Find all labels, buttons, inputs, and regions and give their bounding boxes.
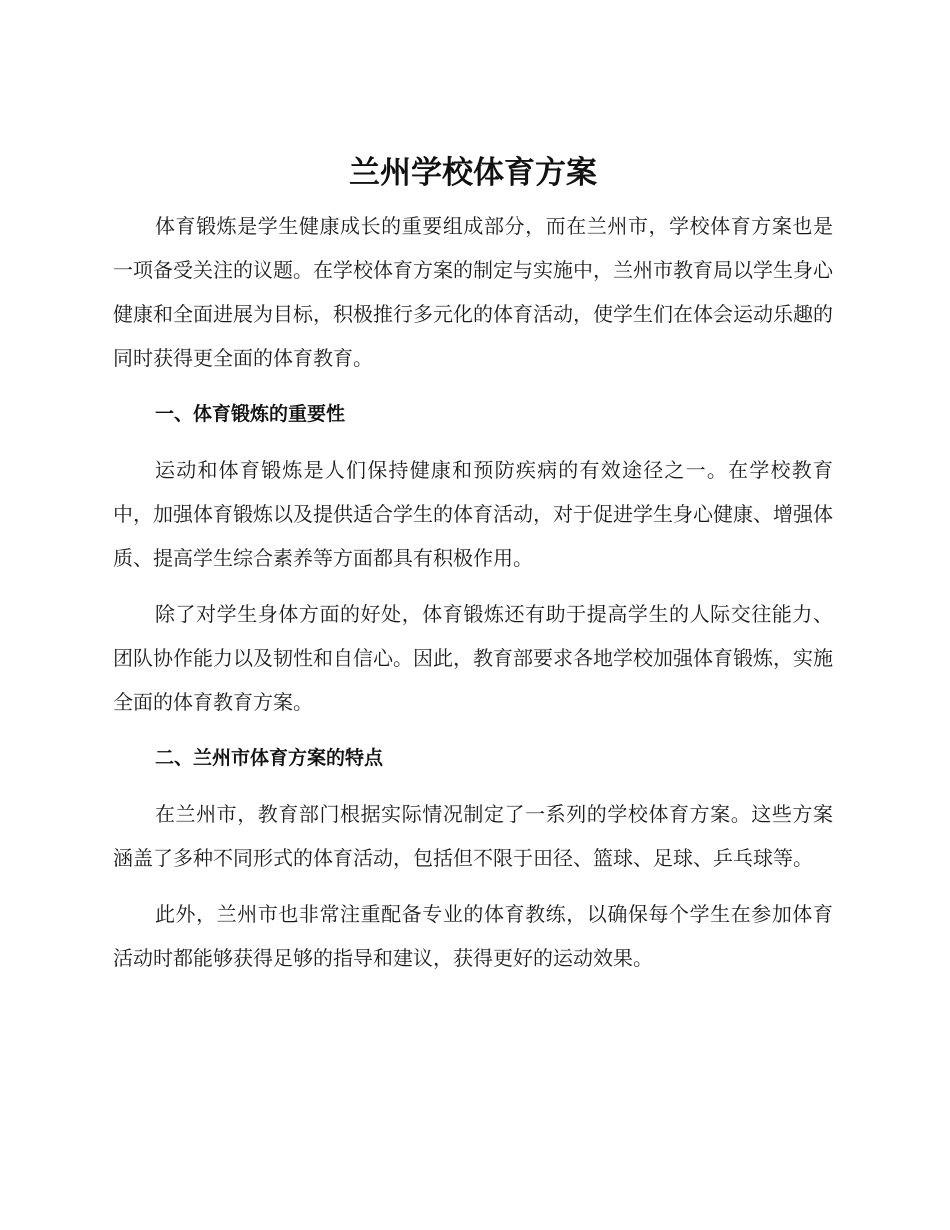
paragraph-importance-1: 运动和体育锻炼是人们保持健康和预防疾病的有效途径之一。在学校教育中，加强体育锻炼以及提供适合学生的体育活动，对于促进学生身心健康、增强体质、提高学生综合素养等方面都具有积极作用。 — [113, 458, 833, 570]
document-body — [113, 150, 833, 980]
paragraph-features-1: 在兰州市，教育部门根据实际情况制定了一系列的学校体育方案。这些方案涵盖了多种不同形式的体育活动，包括但不限于田径、篮球、足球、乒乓球等。 — [113, 802, 833, 870]
intro-paragraph: 体育锻炼是学生健康成长的重要组成部分，而在兰州市，学校体育方案也是一项备受关注的议题。在学校体育方案的制定与实施中，兰州市教育局以学生身心健康和全面进展为目标，积极推行多元化的体育活动，使学生们在体会运动乐趣的同时获得更全面的体育教育。 — [113, 214, 833, 370]
section-heading-importance: 一、体育锻炼的重要性 — [155, 403, 346, 425]
paragraph-features-2: 此外，兰州市也非常注重配备专业的体育教练，以确保每个学生在参加体育活动时都能够获得足够的指导和建议，获得更好的运动效果。 — [113, 902, 833, 970]
document-title: 兰州学校体育方案 — [349, 155, 597, 191]
section-heading-features: 二、兰州市体育方案的特点 — [155, 747, 384, 769]
paragraph-importance-2: 除了对学生身体方面的好处，体育锻炼还有助于提高学生的人际交往能力、团队协作能力以及韧性和自信心。因此，教育部要求各地学校加强体育锻炼，实施全面的体育教育方案。 — [113, 602, 833, 714]
